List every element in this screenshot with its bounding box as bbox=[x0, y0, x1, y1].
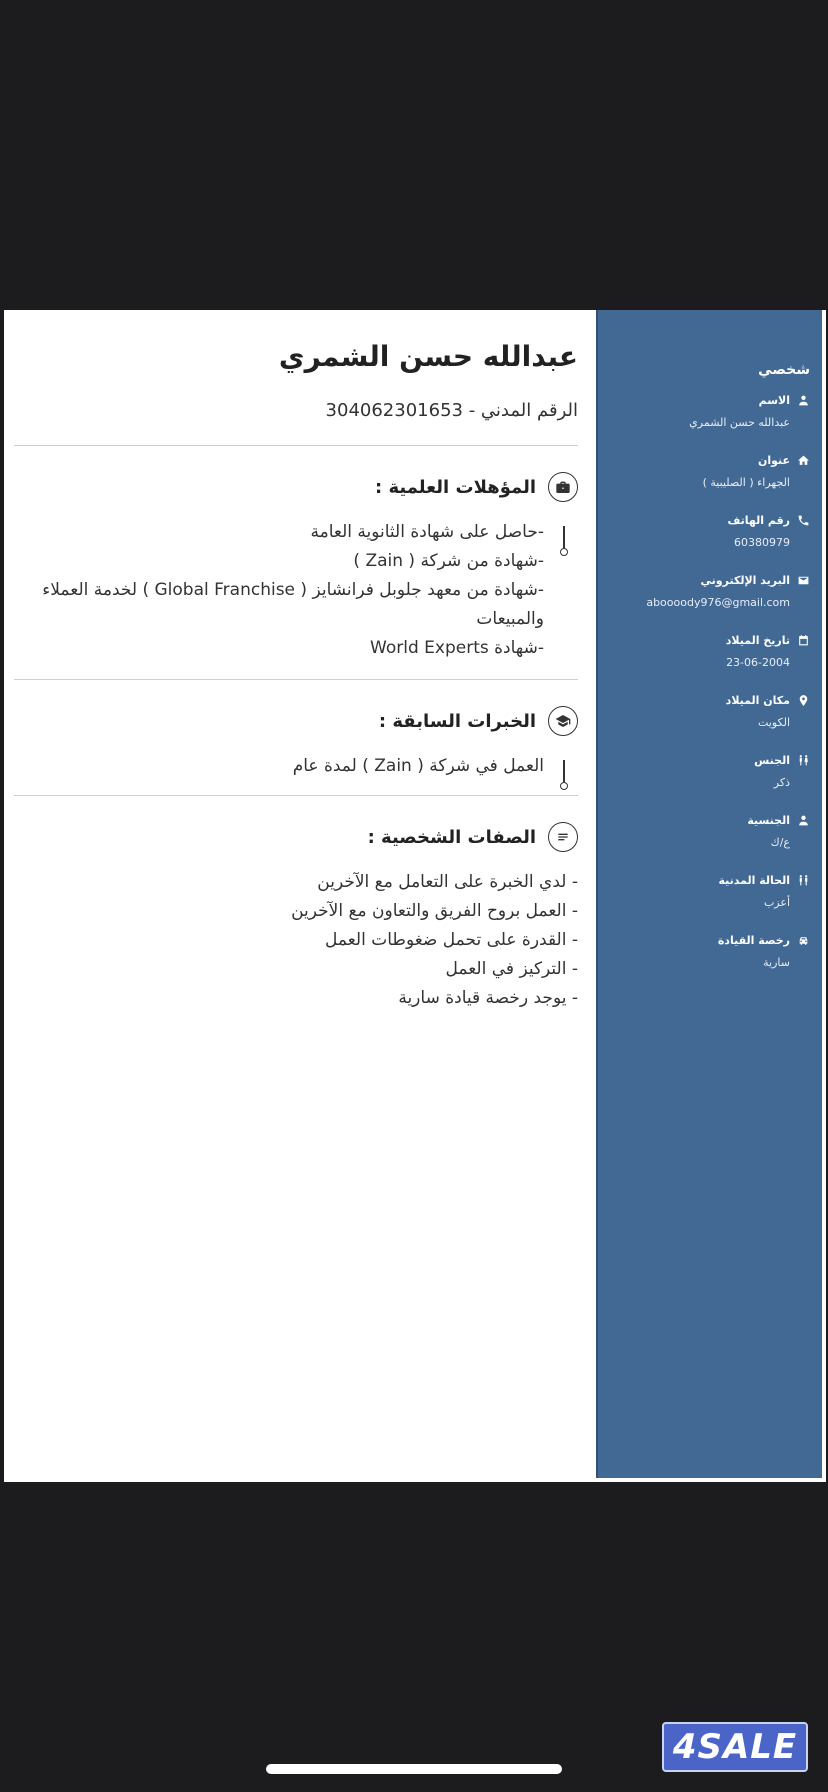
sidebar-item-value: ذكر bbox=[773, 776, 790, 789]
sidebar-item-label: الجنسية bbox=[747, 813, 790, 827]
divider bbox=[14, 445, 578, 446]
qualifications-title: المؤهلات العلمية : bbox=[374, 476, 536, 498]
civil-id: الرقم المدني - 304062301653 bbox=[325, 400, 578, 421]
qualifications-body bbox=[14, 518, 578, 663]
list-item: -شهادة من معهد جلوبل فرانشايز ( Global Franchise ) لخدمة العملاء والمبيعات bbox=[42, 580, 544, 629]
sidebar-item-value: أعزب bbox=[763, 896, 790, 909]
cv-main-content bbox=[14, 310, 578, 1013]
experience-body bbox=[14, 752, 578, 781]
4sale-watermark-logo: 4SALE bbox=[662, 1722, 808, 1772]
sidebar-item-label: البريد الإلكتروني bbox=[700, 573, 790, 587]
traits-list bbox=[14, 868, 578, 1013]
traits-header bbox=[14, 820, 578, 854]
sidebar-item-nationality bbox=[608, 812, 810, 872]
list-item: -شهادة World Experts bbox=[370, 638, 544, 658]
sidebar-item-label: عنوان bbox=[757, 453, 790, 467]
home-indicator[interactable] bbox=[266, 1764, 562, 1774]
timeline-marker bbox=[560, 526, 568, 556]
home-icon bbox=[796, 453, 810, 467]
sidebar-item-email bbox=[608, 572, 810, 632]
sidebar-item-value: الكويت bbox=[757, 716, 790, 729]
sidebar-item-gender bbox=[608, 752, 810, 812]
sidebar-item-phone bbox=[608, 512, 810, 572]
sidebar-item-label: الحالة المدنية bbox=[718, 873, 790, 887]
sidebar-item-value: الجهراء ( الصليبية ) bbox=[702, 476, 790, 489]
list-item: -حاصل على شهادة الثانوية العامة bbox=[310, 522, 544, 542]
qualifications-header bbox=[14, 470, 578, 504]
sidebar-item-birthdate bbox=[608, 632, 810, 692]
sidebar-item-label: رخصة القيادة bbox=[717, 933, 790, 947]
list-item: العمل في شركة ( Zain ) لمدة عام bbox=[292, 756, 544, 776]
sidebar-item-driving-license bbox=[608, 932, 810, 992]
list-item: - التركيز في العمل bbox=[445, 959, 578, 979]
cv-page bbox=[4, 310, 826, 1482]
phone-icon bbox=[796, 513, 810, 527]
sidebar-item-label: رقم الهاتف bbox=[727, 513, 790, 527]
sidebar-item-label: الاسم bbox=[758, 393, 790, 407]
sidebar-item-address bbox=[608, 452, 810, 512]
car-icon bbox=[796, 933, 810, 947]
graduation-cap-icon bbox=[548, 706, 578, 736]
sidebar-item-value: ع/ك bbox=[770, 836, 790, 849]
personal-info-sidebar bbox=[596, 310, 822, 1478]
sidebar-item-value: سارية bbox=[763, 956, 790, 969]
location-pin-icon bbox=[796, 693, 810, 707]
traits-title: الصفات الشخصية : bbox=[367, 826, 536, 848]
sidebar-item-label: تاريخ الميلاد bbox=[725, 633, 790, 647]
sidebar-item-label: الجنس bbox=[754, 753, 790, 767]
sidebar-item-value: عبدالله حسن الشمري bbox=[689, 416, 790, 429]
sidebar-item-label: مكان الميلاد bbox=[725, 693, 790, 707]
gender-icon bbox=[796, 753, 810, 767]
person-icon bbox=[796, 393, 810, 407]
list-item: - القدرة على تحمل ضغوطات العمل bbox=[325, 930, 578, 950]
list-item: - العمل بروح الفريق والتعاون مع الآخرين bbox=[291, 901, 578, 921]
briefcase-icon bbox=[548, 472, 578, 502]
divider bbox=[14, 795, 578, 796]
sidebar-item-birthplace bbox=[608, 692, 810, 752]
sidebar-item-marital-status bbox=[608, 872, 810, 932]
experience-header bbox=[14, 704, 578, 738]
list-item: - لدي الخبرة على التعامل مع الآخرين bbox=[317, 872, 578, 892]
experience-title: الخبرات السابقة : bbox=[378, 710, 536, 732]
divider bbox=[14, 679, 578, 680]
sidebar-item-value: 23-06-2004 bbox=[726, 656, 790, 669]
calendar-icon bbox=[796, 633, 810, 647]
sidebar-item-value: 60380979 bbox=[734, 536, 790, 549]
sidebar-title: شخصي bbox=[758, 362, 810, 378]
page-title: عبدالله حسن الشمري bbox=[278, 340, 578, 373]
timeline-marker bbox=[560, 760, 568, 790]
list-icon bbox=[548, 822, 578, 852]
sidebar-item-name bbox=[608, 392, 810, 452]
list-item: - يوجد رخصة قيادة سارية bbox=[398, 988, 578, 1008]
person-icon bbox=[796, 813, 810, 827]
people-icon bbox=[796, 873, 810, 887]
mail-icon bbox=[796, 573, 810, 587]
list-item: -شهادة من شركة ( Zain ) bbox=[353, 551, 544, 571]
sidebar-item-value: aboooody976@gmail.com bbox=[646, 596, 790, 609]
